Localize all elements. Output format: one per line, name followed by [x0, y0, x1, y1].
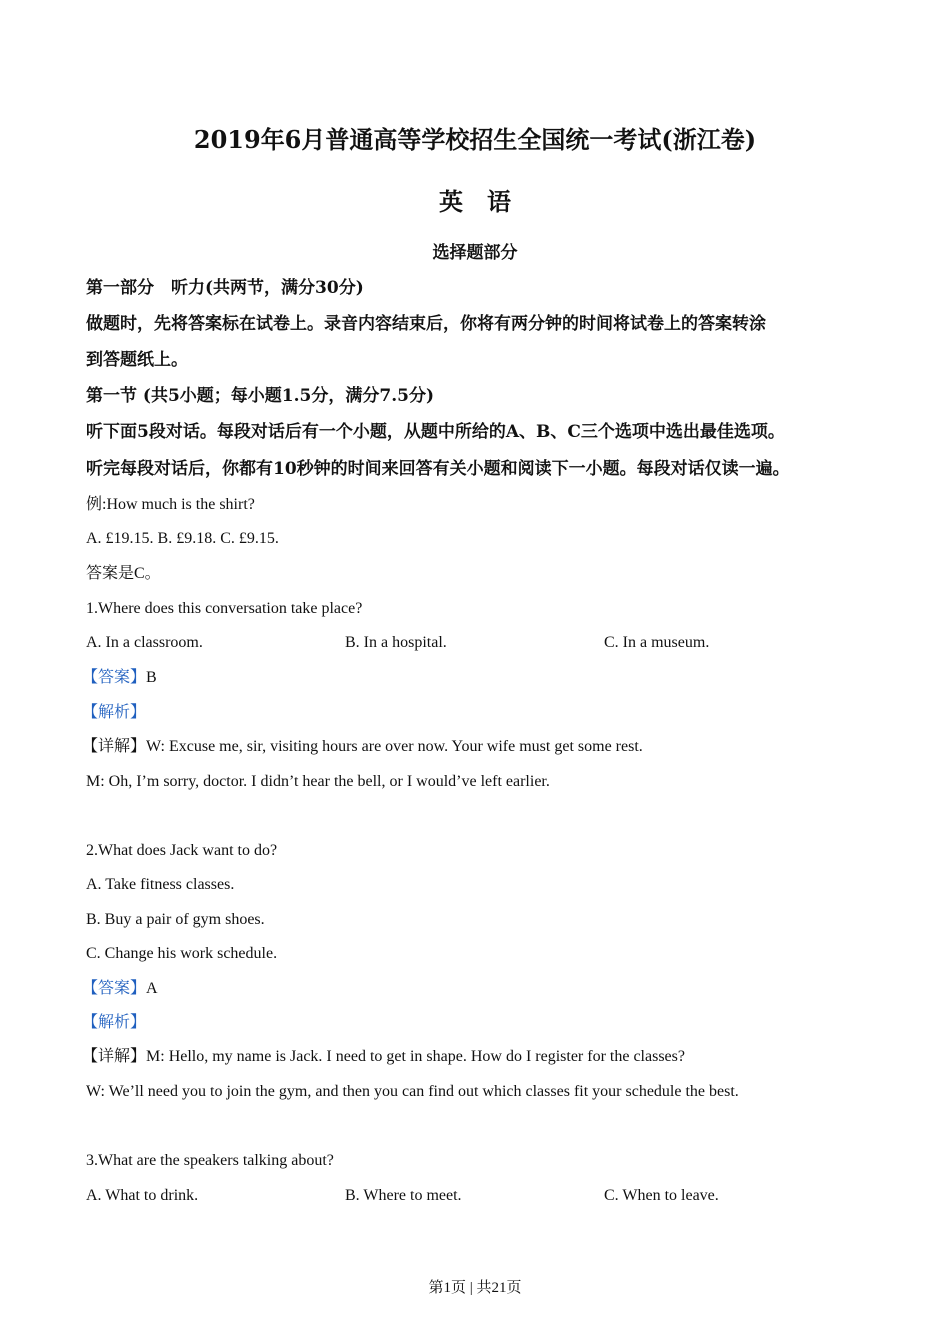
- q3-options: [86, 1186, 719, 1206]
- answer-value: B: [146, 669, 157, 686]
- q1-option-b: B. In a hospital.: [345, 634, 447, 651]
- q1-question: 1.Where does this conversation take place?: [86, 600, 363, 617]
- detail-label: 【详解】: [82, 1048, 147, 1065]
- part1-instruction-2: 到答题纸上。: [86, 350, 188, 370]
- part1-heading: 第一部分 听力(共两节，满分30分): [86, 278, 364, 298]
- q1-option-c: C. In a museum.: [604, 634, 710, 651]
- section-heading: 选择题部分: [432, 243, 518, 263]
- section1-instruction-1: 听下面5段对话。每段对话后有一个小题，从题中所给的A、B、C三个选项中选出最佳选项。: [86, 422, 785, 442]
- q1-options: [86, 633, 709, 653]
- q3-option-c: C. When to leave.: [604, 1187, 719, 1204]
- q2-option-c: C. Change his work schedule.: [86, 945, 278, 962]
- q1-detail-2: M: Oh, I’m sorry, doctor. I didn’t hear the bell, or I would’ve left earlier.: [86, 773, 550, 790]
- q3-option-a: A. What to drink.: [86, 1187, 199, 1204]
- example-options: A. £19.15. B. £9.18. C. £9.15.: [86, 530, 279, 547]
- q1-option-a: A. In a classroom.: [86, 634, 203, 651]
- page-footer: 第1页 | 共21页: [428, 1280, 522, 1296]
- q2-detail-2: W: We’ll need you to join the gym, and then you can find out which classes fit your schedule the best.: [86, 1083, 739, 1100]
- q1-detail-1: [82, 737, 643, 757]
- q2-question: 2.What does Jack want to do?: [86, 842, 278, 859]
- example-question: 例:How much is the shirt?: [86, 496, 255, 513]
- part1-instruction-1: 做题时，先将答案标在试卷上。录音内容结束后，你将有两分钟的时间将试卷上的答案转涂: [86, 314, 766, 334]
- answer-label: 【答案】: [82, 980, 147, 997]
- example-answer: 答案是C。: [86, 565, 161, 582]
- q3-question: 3.What are the speakers talking about?: [86, 1152, 334, 1169]
- section1-instruction-2: 听完每段对话后，你都有10秒钟的时间来回答有关小题和阅读下一小题。每段对话仅读一遍。: [86, 459, 790, 479]
- detail-text: W: Excuse me, sir, visiting hours are over now. Your wife must get some rest.: [146, 738, 643, 755]
- q1-analysis-label: 【解析】: [82, 704, 147, 721]
- answer-value: A: [146, 980, 158, 997]
- detail-text: M: Hello, my name is Jack. I need to get in shape. How do I register for the classes?: [146, 1048, 685, 1065]
- q2-detail-1: [82, 1047, 685, 1067]
- exam-title: 2019年6月普通高等学校招生全国统一考试(浙江卷): [193, 125, 757, 154]
- answer-label: 【答案】: [82, 669, 147, 686]
- section1-heading: 第一节 (共5小题；每小题1.5分，满分7.5分): [86, 386, 434, 406]
- detail-label: 【详解】: [82, 738, 147, 755]
- q2-option-b: B. Buy a pair of gym shoes.: [86, 911, 265, 928]
- q2-answer: [82, 979, 158, 999]
- q1-answer: [82, 668, 157, 688]
- subject-title: 英 语: [439, 187, 511, 216]
- q3-option-b: B. Where to meet.: [345, 1187, 462, 1204]
- q2-analysis-label: 【解析】: [82, 1014, 147, 1031]
- q2-option-a: A. Take fitness classes.: [86, 876, 235, 893]
